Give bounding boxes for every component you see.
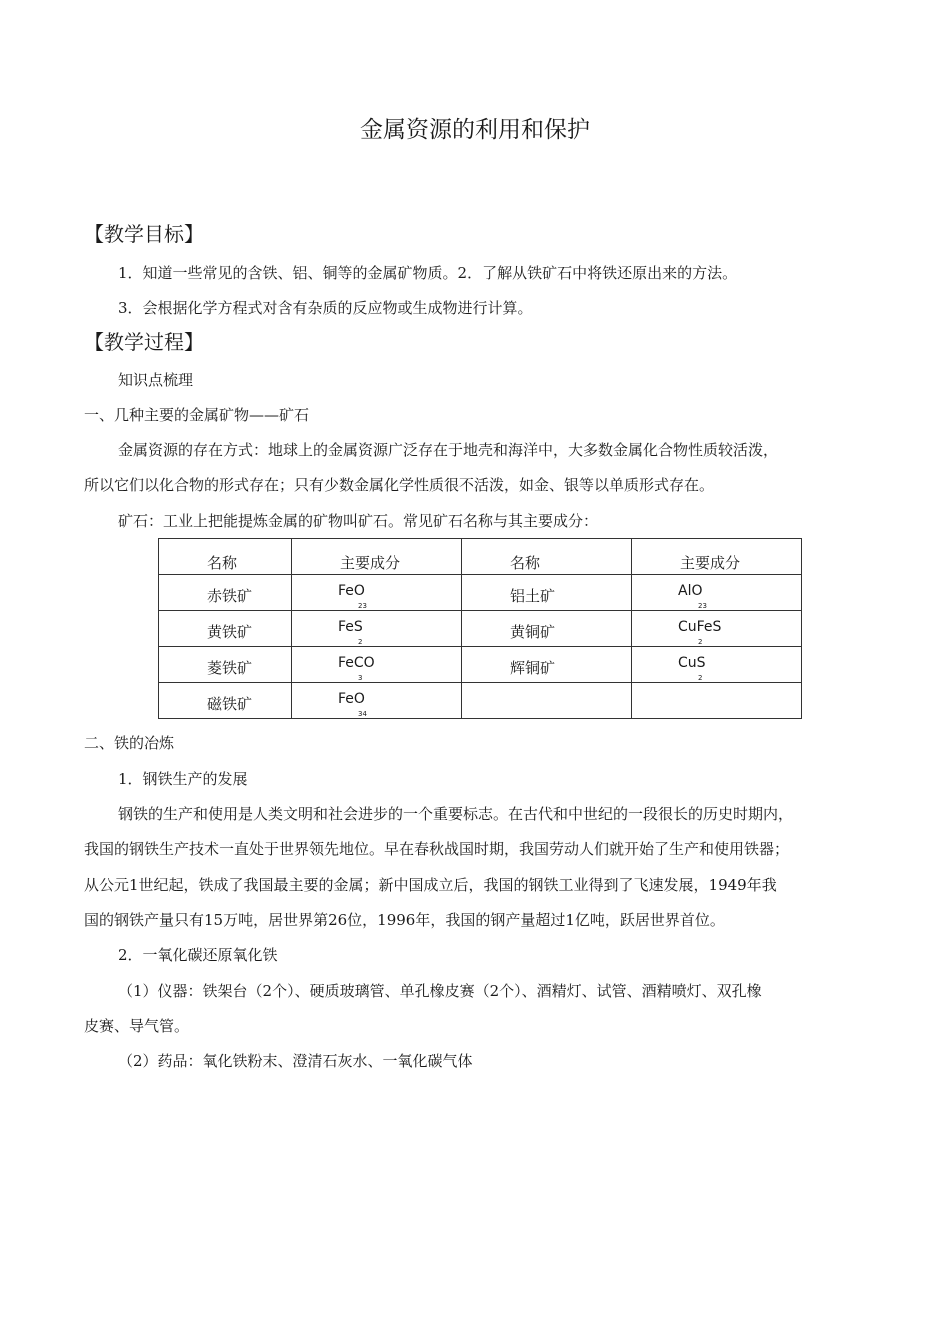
part1-paragraph-line1: 金属资源的存在方式：地球上的金属资源广泛存在于地壳和海洋中，大多数金属化合物性质较活泼， bbox=[118, 441, 779, 459]
reagents-line: （2）药品：氧化铁粉末、澄清石灰水、一氧化碳气体 bbox=[118, 1052, 473, 1070]
header-composition-2: 主要成分 bbox=[680, 554, 741, 572]
ore-formula: FeO bbox=[338, 583, 365, 599]
part2-paragraph-line3: 从公元1世纪起，铁成了我国最主要的金属；新中国成立后，我国的钢铁工业得到了飞速发展，1949年我 bbox=[84, 876, 777, 894]
part2-subheading-2: 2．一氧化碳还原氧化铁 bbox=[118, 946, 278, 964]
formula-subscript: 23 bbox=[358, 602, 367, 610]
ore-table bbox=[158, 538, 802, 719]
table-header-row bbox=[159, 539, 802, 575]
header-composition-1: 主要成分 bbox=[340, 554, 401, 572]
header-name-2: 名称 bbox=[510, 554, 541, 572]
knowledge-outline: 知识点梳理 bbox=[118, 371, 194, 389]
part1-ore-intro: 矿石：工业上把能提炼金属的矿物叫矿石。常见矿石名称与其主要成分： bbox=[118, 512, 599, 530]
ore-name: 辉铜矿 bbox=[510, 659, 556, 677]
ore-name: 铝土矿 bbox=[510, 587, 556, 605]
ore-name: 菱铁矿 bbox=[207, 659, 253, 677]
ore-name bbox=[462, 714, 631, 718]
ore-name: 黄铁矿 bbox=[207, 623, 253, 641]
part2-paragraph-line2: 我国的钢铁生产技术一直处于世界领先地位。早在春秋战国时期，我国劳动人们就开始了生产和使用铁器； bbox=[84, 840, 790, 858]
part2-paragraph-line4: 国的钢铁产量只有15万吨，居世界第26位，1996年，我国的钢产量超过1亿吨，跃居世界首位。 bbox=[84, 911, 725, 929]
ore-formula: AlO bbox=[678, 583, 703, 599]
ore-formula: CuS bbox=[678, 655, 706, 671]
goal-1: 1．知道一些常见的含铁、铝、铜等的金属矿物质。2．了解从铁矿石中将铁还原出来的方法。 bbox=[118, 264, 738, 282]
formula-subscript: 34 bbox=[358, 710, 367, 718]
table-row bbox=[159, 647, 802, 683]
ore-formula: CuFeS bbox=[678, 619, 722, 635]
instruments-line1: （1）仪器：铁架台（2个）、硬质玻璃管、单孔橡皮赛（2个）、酒精灯、试管、酒精喷灯、双孔橡 bbox=[118, 982, 762, 1000]
ore-name: 赤铁矿 bbox=[207, 587, 253, 605]
ore-name: 黄铜矿 bbox=[510, 623, 556, 641]
table-row bbox=[159, 683, 802, 719]
ore-formula: FeS bbox=[338, 619, 363, 635]
ore-name: 磁铁矿 bbox=[207, 695, 253, 713]
ore-formula: FeO bbox=[338, 691, 365, 707]
ore-formula: FeCO bbox=[338, 655, 375, 671]
table-row bbox=[159, 611, 802, 647]
part2-paragraph-line1: 钢铁的生产和使用是人类文明和社会进步的一个重要标志。在古代和中世纪的一段很长的历史时期内， bbox=[118, 805, 794, 823]
page-title: 金属资源的利用和保护 bbox=[360, 117, 590, 143]
formula-subscript: 2 bbox=[358, 638, 363, 646]
instruments-line2: 皮赛、导气管。 bbox=[84, 1017, 190, 1035]
formula-subscript: 2 bbox=[698, 638, 703, 646]
part2-subheading-1: 1．钢铁生产的发展 bbox=[118, 770, 248, 788]
process-heading: 【教学过程】 bbox=[84, 330, 204, 354]
part1-paragraph-line2: 所以它们以化合物的形式存在；只有少数金属化学性质很不活泼，如金、银等以单质形式存在。 bbox=[84, 476, 715, 494]
part1-title: 一、几种主要的金属矿物——矿石 bbox=[84, 406, 310, 424]
goal-2: 3．会根据化学方程式对含有杂质的反应物或生成物进行计算。 bbox=[118, 299, 533, 317]
formula-subscript: 2 bbox=[698, 674, 703, 682]
table-row bbox=[159, 575, 802, 611]
header-name-1: 名称 bbox=[207, 554, 238, 572]
goals-heading: 【教学目标】 bbox=[84, 222, 204, 246]
part2-title: 二、铁的冶炼 bbox=[84, 734, 175, 752]
formula-subscript: 23 bbox=[698, 602, 707, 610]
formula-subscript: 3 bbox=[358, 674, 363, 682]
